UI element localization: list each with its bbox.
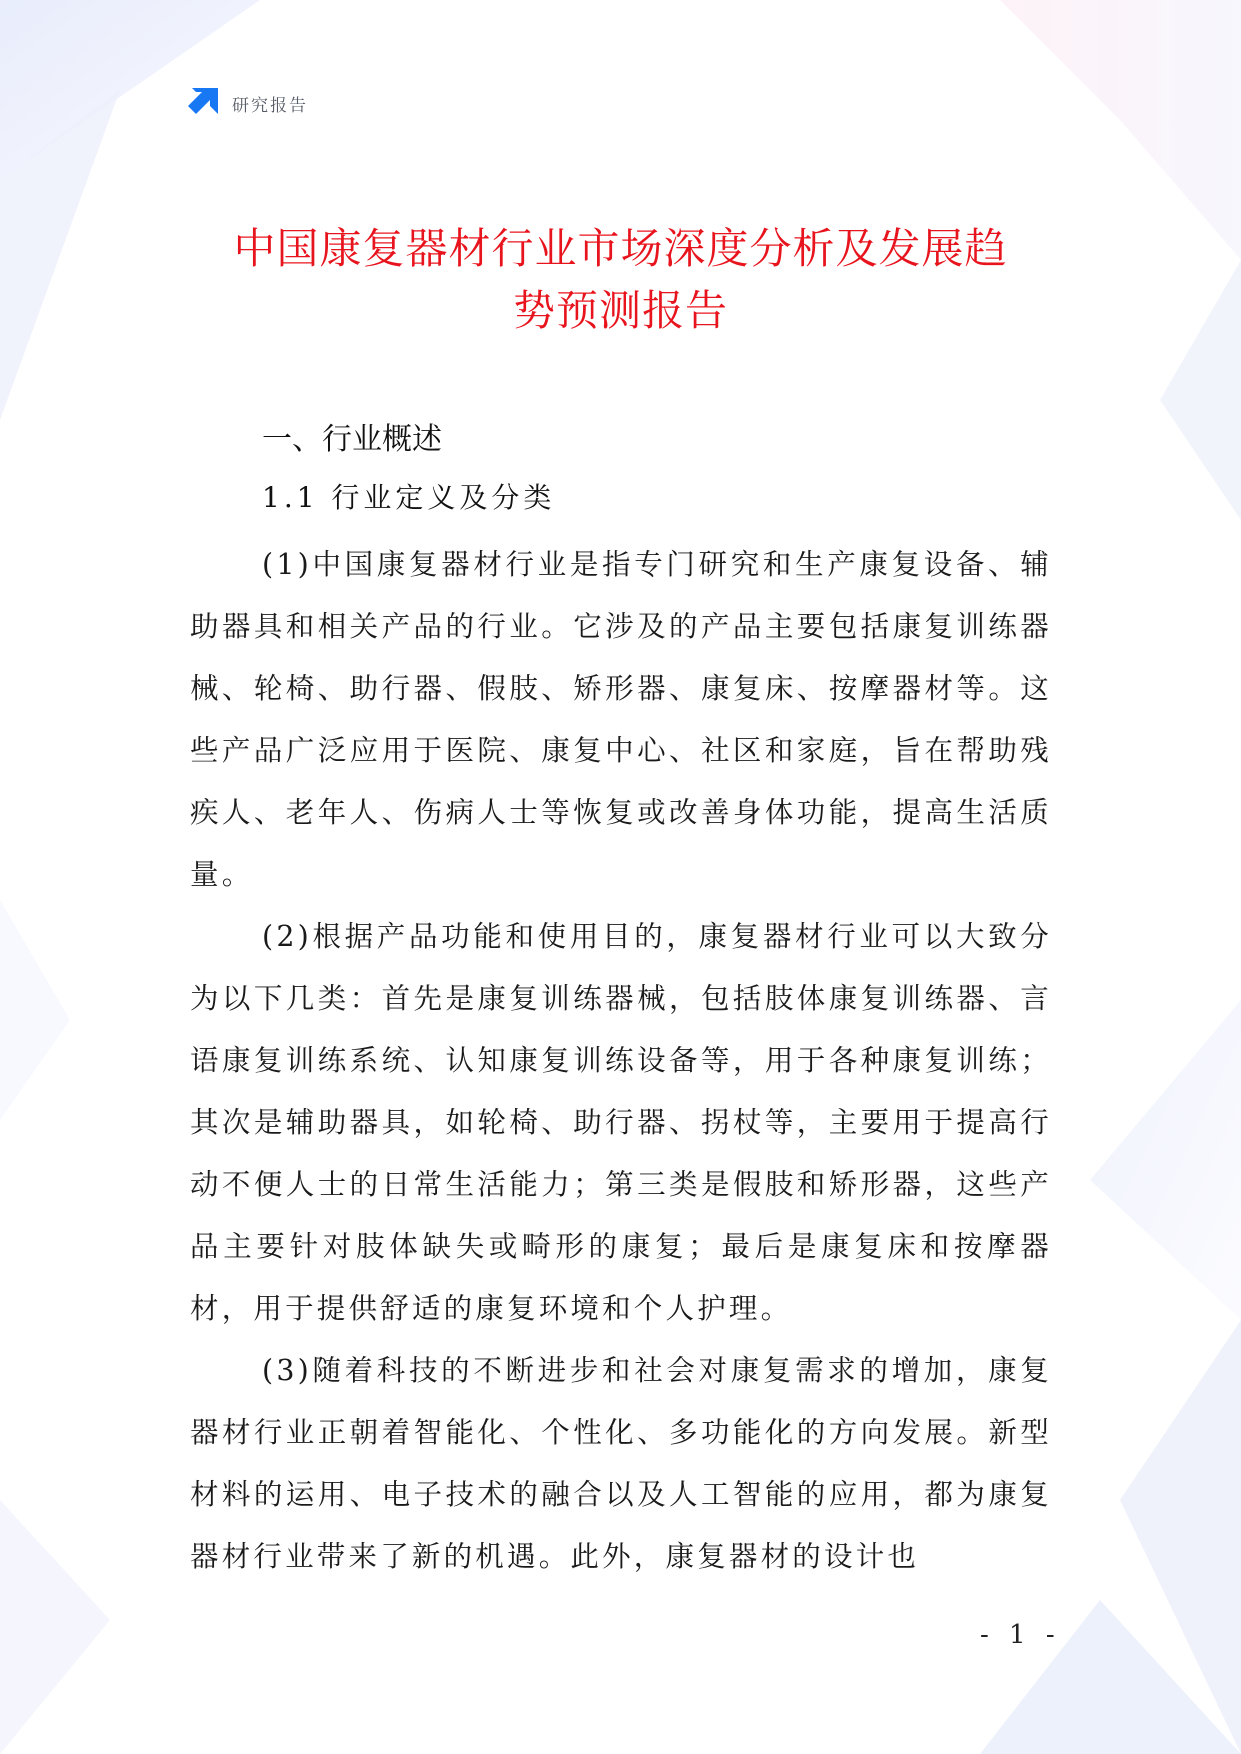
report-title — [160, 218, 1081, 342]
section-heading: 一、行业概述 — [262, 422, 442, 457]
arrow-up-right-icon — [188, 88, 218, 118]
header-label: 研究报告 — [232, 95, 308, 116]
paragraph-1: (1)中国康复器材行业是指专门研究和生产康复设备、辅助器具和相关产品的行业。它涉及的产品主要包括康复训练器械、轮椅、助行器、假肢、矫形器、康复床、按摩器材等。这些产品广泛应用于医院、康复中心、社区和家庭，旨在帮助残疾人、老年人、伤病人士等恢复或改善身体功能，提高生活质量。 — [190, 548, 1052, 891]
title-line-1: 中国康复器材行业市场深度分析及发展趋 — [233, 224, 1008, 273]
paragraph-2: (2)根据产品功能和使用目的，康复器材行业可以大致分为以下几类：首先是康复训练器械，包括肢体康复训练器、言语康复训练系统、认知康复训练设备等，用于各种康复训练；其次是辅助器具，如轮椅、助行器、拐杖等，主要用于提高行动不便人士的日常生活能力；第三类是假肢和矫形器，这些产品主要针对肢体缺失或畸形的康复；最后是康复床和按摩器材，用于提供舒适的康复环境和个人护理。 — [190, 920, 1052, 1325]
title-line-2: 势预测报告 — [512, 286, 728, 335]
paragraph-3: (3)随着科技的不断进步和社会对康复需求的增加，康复器材行业正朝着智能化、个性化、多功能化的方向发展。新型材料的运用、电子技术的融合以及人工智能的应用，都为康复器材行业带来了新的机遇。此外，康复器材的设计也 — [190, 1354, 1052, 1573]
report-header — [188, 88, 308, 118]
report-body — [190, 418, 1052, 1588]
page-number: - 1 - — [980, 1620, 1061, 1650]
subsection-heading: 1.1 行业定义及分类 — [262, 481, 556, 514]
